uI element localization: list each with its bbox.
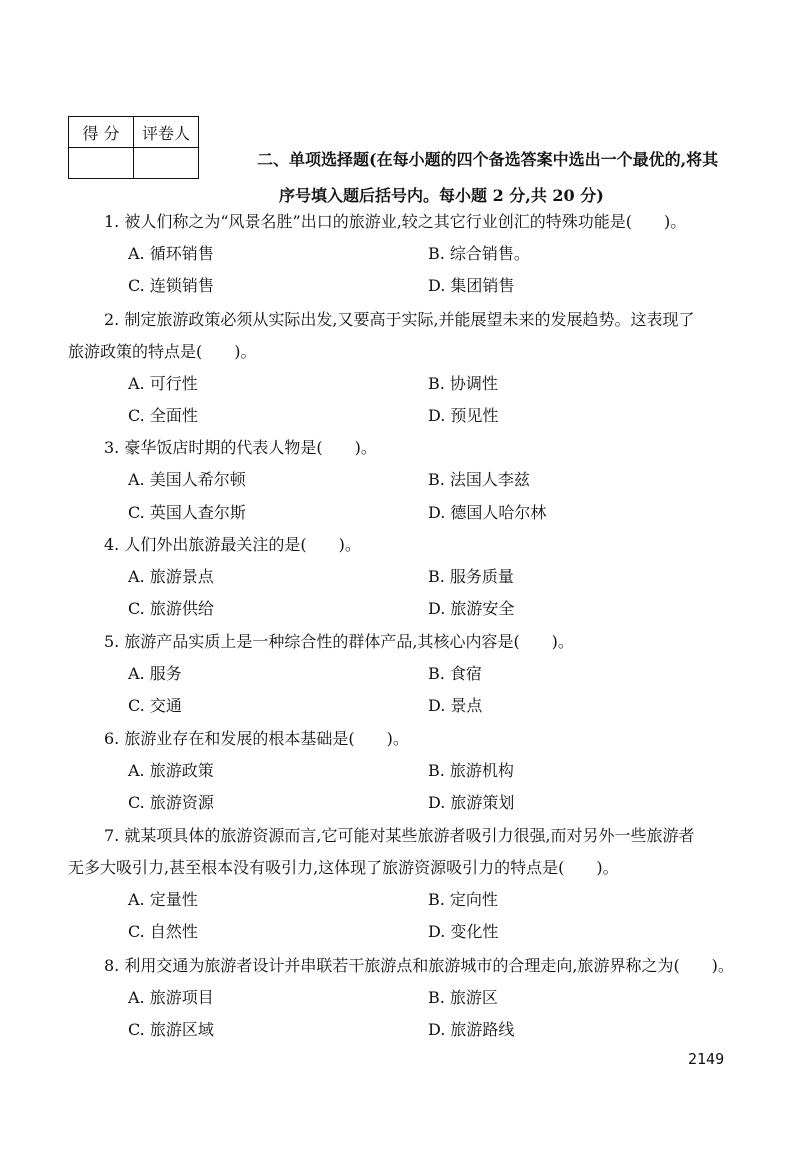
question-8-option-d: D. 旅游路线 <box>428 1020 515 1039</box>
question-4-option-a: A. 旅游景点 <box>128 567 214 586</box>
question-5-option-b: B. 食宿 <box>428 664 482 683</box>
question-3-option-c: C. 英国人查尔斯 <box>128 503 246 522</box>
section-title-line1: 二、单项选择题(在每小题的四个备选答案中选出一个最优的,将其 <box>257 150 719 169</box>
section-title-line2: 序号填入题后括号内。每小题 2 分,共 20 分) <box>279 186 604 205</box>
score-header: 得 分 <box>69 117 134 148</box>
question-6-option-a: A. 旅游政策 <box>128 761 214 780</box>
question-4-option-c: C. 旅游供给 <box>128 599 214 618</box>
question-5-option-a: A. 服务 <box>128 664 182 683</box>
question-7-stem-cont: 无多大吸引力,甚至根本没有吸引力,这体现了旅游资源吸引力的特点是( )。 <box>68 858 619 877</box>
question-2-option-b: B. 协调性 <box>428 374 498 393</box>
question-4-stem: 4. 人们外出旅游最关注的是( )。 <box>104 535 361 554</box>
question-3-stem: 3. 豪华饭店时期的代表人物是( )。 <box>104 438 377 457</box>
question-3-option-b: B. 法国人李兹 <box>428 470 530 489</box>
question-7-option-d: D. 变化性 <box>428 922 499 941</box>
question-1-option-a: A. 循环销售 <box>128 244 214 263</box>
question-4-option-d: D. 旅游安全 <box>428 599 515 618</box>
question-5-stem: 5. 旅游产品实质上是一种综合性的群体产品,其核心内容是( )。 <box>104 632 574 651</box>
question-7-stem: 7. 就某项具体的旅游资源而言,它可能对某些旅游者吸引力很强,而对另外一些旅游者 <box>104 826 695 845</box>
question-3-option-a: A. 美国人希尔顿 <box>128 470 246 489</box>
question-7-option-b: B. 定向性 <box>428 890 498 909</box>
grader-header: 评卷人 <box>134 117 199 148</box>
question-8-option-b: B. 旅游区 <box>428 988 498 1007</box>
grader-cell[interactable] <box>134 148 199 179</box>
question-2-option-d: D. 预见性 <box>428 406 499 425</box>
page-number: 2149 <box>688 1050 725 1068</box>
section-title <box>257 142 757 214</box>
question-1-stem: 1. 被人们称之为“风景名胜”出口的旅游业,较之其它行业创汇的特殊功能是( )。 <box>104 212 687 231</box>
question-6-option-d: D. 旅游策划 <box>428 793 515 812</box>
question-6-option-c: C. 旅游资源 <box>128 793 214 812</box>
question-8-option-a: A. 旅游项目 <box>128 988 214 1007</box>
question-7-option-a: A. 定量性 <box>128 890 198 909</box>
question-6-stem: 6. 旅游业存在和发展的根本基础是( )。 <box>104 729 409 748</box>
question-7-option-c: C. 自然性 <box>128 922 198 941</box>
question-2-option-c: C. 全面性 <box>128 406 198 425</box>
question-3-option-d: D. 德国人哈尔林 <box>428 503 547 522</box>
question-2-stem: 2. 制定旅游政策必须从实际出发,又要高于实际,并能展望未来的发展趋势。这表现了 <box>104 310 695 329</box>
question-1-option-d: D. 集团销售 <box>428 276 515 295</box>
question-2-stem-cont: 旅游政策的特点是( )。 <box>68 342 257 361</box>
question-2-option-a: A. 可行性 <box>128 374 198 393</box>
score-table <box>68 116 199 179</box>
question-4-option-b: B. 服务质量 <box>428 567 514 586</box>
question-6-option-b: B. 旅游机构 <box>428 761 514 780</box>
question-1-option-c: C. 连锁销售 <box>128 276 214 295</box>
question-8-option-c: C. 旅游区域 <box>128 1020 214 1039</box>
question-5-option-d: D. 景点 <box>428 696 483 715</box>
score-cell[interactable] <box>69 148 134 179</box>
question-1-option-b: B. 综合销售。 <box>428 244 530 263</box>
question-8-stem: 8. 利用交通为旅游者设计并串联若干旅游点和旅游城市的合理走向,旅游界称之为( )。 <box>104 956 734 975</box>
question-5-option-c: C. 交通 <box>128 696 182 715</box>
